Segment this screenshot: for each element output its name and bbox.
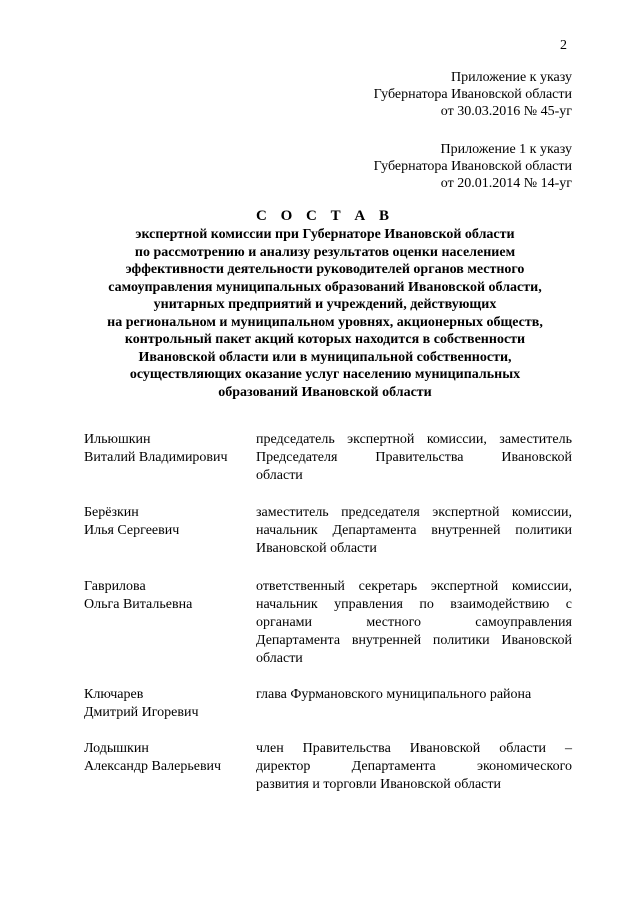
role-line: начальник управления по взаимодействию с: [256, 597, 572, 612]
role-line: член Правительства Ивановской области –: [256, 741, 572, 756]
member-surname: Ключарев: [84, 687, 144, 702]
member-row: [84, 431, 572, 485]
annex-line: Приложение 1 к указу: [440, 142, 572, 157]
role-line: области: [256, 468, 303, 483]
annex-reference-current: [374, 69, 572, 120]
annex-line: Губернатора Ивановской области: [373, 87, 572, 102]
member-role: [256, 686, 572, 722]
member-given-names: Александр Валерьевич: [84, 759, 222, 774]
heading-line: унитарных предприятий и учреждений, действующих: [153, 297, 497, 312]
member-name: [84, 431, 256, 485]
member-given-names: Ольга Витальевна: [84, 597, 193, 612]
member-surname: Гаврилова: [84, 579, 146, 594]
role-line: ответственный секретарь экспертной комиссии,: [256, 579, 572, 594]
annex-line: от 20.01.2014 № 14-уг: [440, 176, 572, 191]
member-surname: Лодышкин: [84, 741, 149, 756]
member-row: [84, 504, 572, 558]
annex-line: от 30.03.2016 № 45-уг: [440, 104, 572, 119]
heading-line: эффективности деятельности руководителей органов местного: [125, 262, 525, 277]
member-given-names: Виталий Владимирович: [84, 450, 228, 465]
heading-line: самоуправления муниципальных образований Ивановской области,: [108, 279, 542, 295]
member-name: [84, 504, 256, 558]
member-name: [84, 686, 256, 722]
role-line: заместитель председателя экспертной комиссии,: [256, 505, 572, 520]
member-row: [84, 740, 572, 794]
role-line: развития и торговли Ивановской области: [256, 777, 501, 792]
heading-line: образований Ивановской области: [218, 384, 432, 400]
heading-line: по рассмотрению и анализу результатов оценки населением: [134, 244, 516, 260]
document-heading: [60, 206, 590, 401]
role-line: Департамента внутренней политики Ивановской: [256, 633, 572, 648]
member-surname: Ильюшкин: [84, 432, 151, 447]
member-role: [256, 431, 572, 485]
member-given-names: Дмитрий Игоревич: [84, 705, 199, 720]
heading-line: контрольный пакет акций которых находится в собственности: [124, 332, 526, 347]
annex-line: Приложение к указу: [451, 70, 572, 85]
heading-line: на региональном и муниципальном уровнях, акционерных обществ,: [107, 314, 543, 330]
heading-line: Ивановской области или в муниципальной собственности,: [138, 349, 512, 365]
member-role: [256, 578, 572, 668]
page-number: 2: [560, 38, 567, 53]
member-role: [256, 740, 572, 794]
role-line: области: [256, 651, 303, 666]
heading-line: экспертной комиссии при Губернаторе Ивановской области: [135, 227, 515, 242]
heading-line: осуществляющих оказание услуг населению муниципальных: [129, 367, 521, 382]
annex-line: Губернатора Ивановской области: [373, 159, 572, 174]
commission-members-list: [84, 431, 572, 794]
member-given-names: Илья Сергеевич: [84, 523, 180, 538]
role-line: Ивановской области: [256, 541, 377, 556]
member-name: [84, 578, 256, 668]
member-row: [84, 686, 572, 722]
role-line: директор Департамента экономического: [256, 759, 572, 774]
role-line: председатель экспертной комиссии, заместитель: [256, 432, 572, 447]
annex-reference-original: [374, 141, 572, 192]
role-line: глава Фурмановского муниципального района: [256, 687, 532, 702]
member-row: [84, 578, 572, 668]
document-title: С О С Т А В: [256, 208, 394, 224]
role-line: начальник Департамента внутренней политики: [256, 523, 572, 538]
role-line: Председателя Правительства Ивановской: [256, 450, 572, 465]
member-name: [84, 740, 256, 794]
role-line: органами местного самоуправления: [256, 615, 572, 630]
member-surname: Берёзкин: [84, 505, 139, 520]
member-role: [256, 504, 572, 558]
